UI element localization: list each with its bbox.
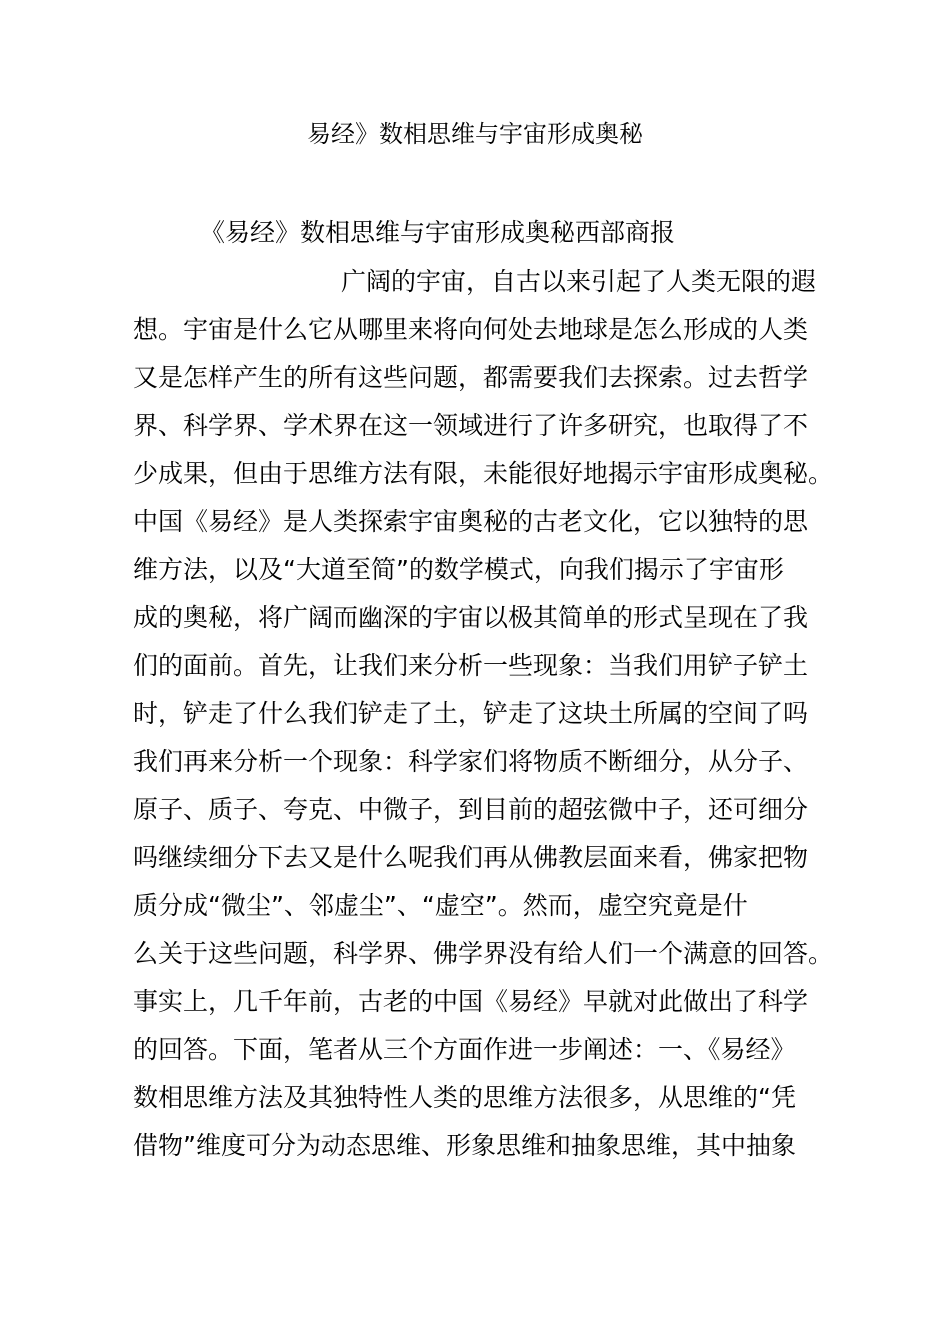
text-line: 数相思维方法及其独特性人类的思维方法很多，从思维的“凭: [133, 1083, 796, 1112]
text-line: 成的奥秘，将广阔而幽深的宇宙以极其简单的形式呈现在了我: [133, 603, 809, 632]
document-subtitle: 《易经》数相思维与宇宙形成奥秘西部商报: [200, 218, 676, 247]
text-line: 维方法，以及“大道至简”的数学模式，向我们揭示了宇宙形: [133, 555, 784, 584]
text-line: 吗继续细分下去又是什么呢我们再从佛教层面来看，佛家把物: [133, 843, 809, 872]
text-line: 中国《易经》是人类探索宇宙奥秘的古老文化，它以独特的思: [133, 507, 809, 536]
text-line: 的回答。下面，笔者从三个方面作进一步阐述：一、《易经》: [133, 1035, 796, 1064]
text-line: 么关于这些问题，科学界、佛学界没有给人们一个满意的回答。: [133, 939, 834, 968]
text-line: 事实上，几千年前，古老的中国《易经》早就对此做出了科学: [133, 987, 809, 1016]
text-line: 想。宇宙是什么它从哪里来将向何处去地球是怎么形成的人类: [133, 315, 809, 344]
text-line: 我们再来分析一个现象：科学家们将物质不断细分，从分子、: [133, 747, 809, 776]
text-line: 原子、质子、夸克、中微子，到目前的超弦微中子，还可细分: [133, 795, 809, 824]
text-line: 时，铲走了什么我们铲走了土，铲走了这块土所属的空间了吗: [133, 699, 809, 728]
text-line: 们的面前。首先，让我们来分析一些现象：当我们用铲子铲土: [133, 651, 809, 680]
text-line: 广阔的宇宙，自古以来引起了人类无限的遐: [341, 267, 817, 296]
text-line: 又是怎样产生的所有这些问题，都需要我们去探索。过去哲学: [133, 363, 809, 392]
text-line: 少成果，但由于思维方法有限，未能很好地揭示宇宙形成奥秘。: [133, 459, 834, 488]
document-title: 易经》数相思维与宇宙形成奥秘: [307, 120, 643, 148]
text-line: 借物”维度可分为动态思维、形象思维和抽象思维，其中抽象: [133, 1131, 796, 1160]
text-line: 质分成“微尘”、邻虚尘”、“虚空”。然而，虚空究竟是什: [133, 891, 748, 920]
text-line: 界、科学界、学术界在这一领域进行了许多研究，也取得了不: [133, 411, 809, 440]
